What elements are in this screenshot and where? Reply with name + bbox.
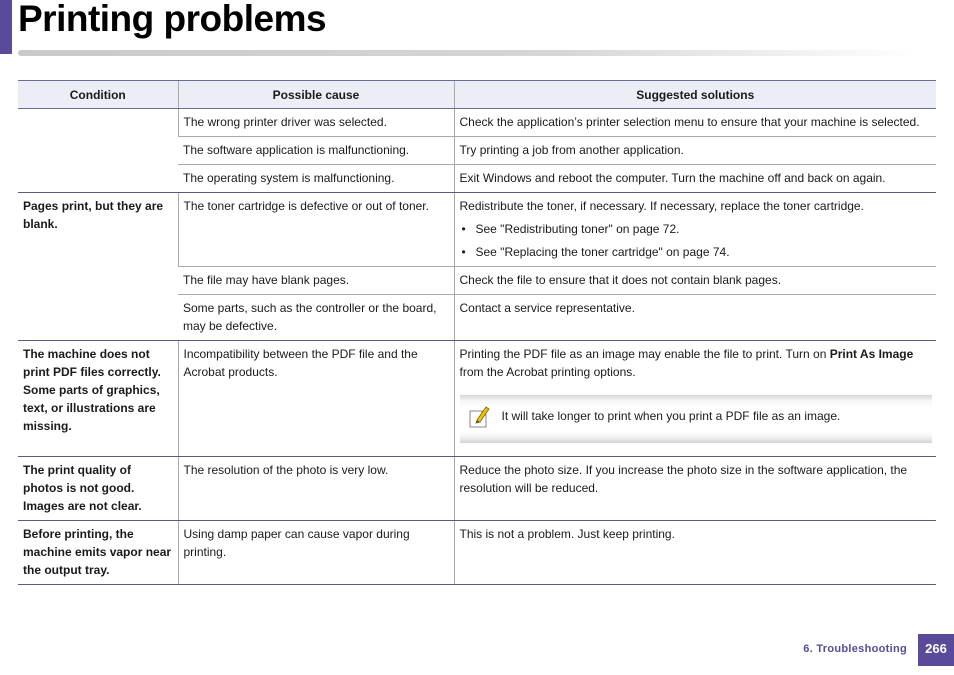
header-condition: Condition	[18, 81, 178, 109]
condition-cell: Pages print, but they are blank.	[18, 193, 178, 341]
note-text: It will take longer to print when you print a PDF file as an image.	[501, 409, 841, 423]
header-suggested-solutions: Suggested solutions	[454, 81, 936, 109]
table-header-row	[18, 81, 936, 109]
solution-cell: Reduce the photo size. If you increase the photo size in the software application, the resolution will be reduced.	[454, 457, 936, 521]
table-row	[18, 341, 936, 457]
solution-text: Redistribute the toner, if necessary. If necessary, replace the toner cartridge.	[459, 199, 864, 213]
cause-cell: Some parts, such as the controller or the board, may be defective.	[178, 295, 454, 341]
note-pencil-icon	[468, 405, 490, 429]
title-divider	[18, 50, 918, 56]
cause-cell: Incompatibility between the PDF file and the Acrobat products.	[178, 341, 454, 457]
troubleshooting-table	[18, 80, 936, 585]
footer-section-label: 6. Troubleshooting	[803, 643, 907, 655]
solution-cell	[454, 341, 936, 457]
cause-cell: The wrong printer driver was selected.	[178, 109, 454, 137]
note-box	[460, 395, 933, 443]
page-title: Printing problems	[18, 0, 327, 39]
solution-cell: Contact a service representative.	[454, 295, 936, 341]
page-number-badge: 266	[918, 634, 954, 666]
cause-cell: The resolution of the photo is very low.	[178, 457, 454, 521]
solution-cell: Try printing a job from another application.	[454, 137, 936, 165]
solution-cell: Check the file to ensure that it does not contain blank pages.	[454, 267, 936, 295]
cause-cell: Using damp paper can cause vapor during printing.	[178, 521, 454, 585]
header-possible-cause: Possible cause	[178, 81, 454, 109]
bullet-item: • See "Redistributing toner" on page 72.	[460, 220, 932, 238]
table-row	[18, 193, 936, 267]
table-row	[18, 457, 936, 521]
title-accent-bar	[0, 0, 12, 54]
solution-cell: Check the application’s printer selection menu to ensure that your machine is selected.	[454, 109, 936, 137]
print-as-image-option: Print As Image	[829, 347, 914, 361]
cause-cell: The operating system is malfunctioning.	[178, 165, 454, 193]
condition-cell: The machine does not print PDF files correctly. Some parts of graphics, text, or illustrations are missing.	[18, 341, 178, 457]
cause-cell: The software application is malfunctioning.	[178, 137, 454, 165]
solution-cell: This is not a problem. Just keep printing.	[454, 521, 936, 585]
cause-cell: The toner cartridge is defective or out of toner.	[178, 193, 454, 267]
table-row	[18, 521, 936, 585]
bullet-item: • See "Replacing the toner cartridge" on page 74.	[460, 243, 932, 261]
solution-cell: Exit Windows and reboot the computer. Turn the machine off and back on again.	[454, 165, 936, 193]
condition-cell	[18, 109, 178, 193]
cause-cell: The file may have blank pages.	[178, 267, 454, 295]
solution-text: Printing the PDF file as an image may enable the file to print. Turn on Print As Image from the Acrobat printing options.	[459, 347, 914, 379]
condition-cell: The print quality of photos is not good. Images are not clear.	[18, 457, 178, 521]
table-row	[18, 109, 936, 137]
condition-cell: Before printing, the machine emits vapor near the output tray.	[18, 521, 178, 585]
solution-cell	[454, 193, 936, 267]
